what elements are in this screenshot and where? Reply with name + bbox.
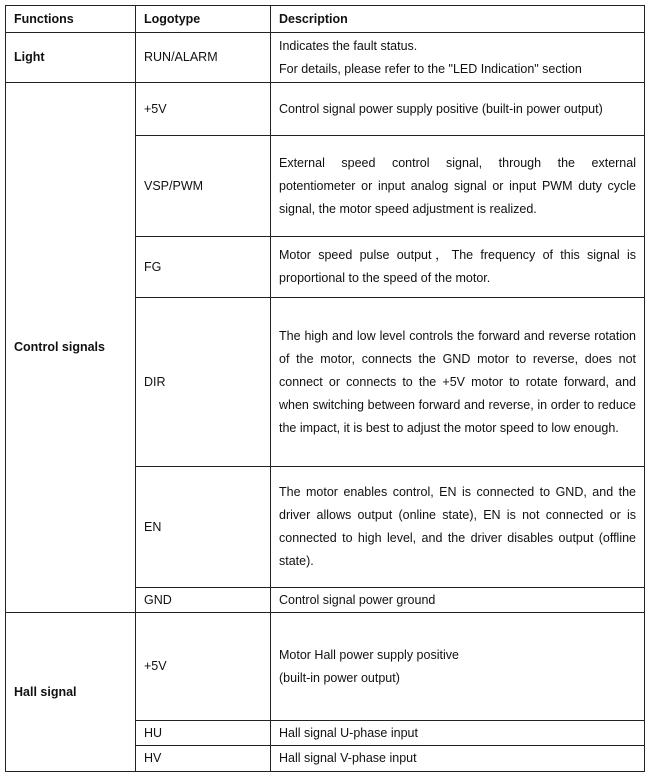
logotype-cell: VSP/PWM — [136, 136, 271, 237]
description-cell: The high and low level controls the forward and reverse rotation of the motor, connects the GND motor to reverse, does not connect or connects to the +5V motor to rotate forward, and when switching between forward and reverse, in order to reduce the impact, it is best to adjust the motor speed to low enough. — [271, 298, 645, 467]
description-line: Indicates the fault status. — [279, 38, 418, 53]
table-row — [6, 33, 645, 83]
description-cell: External speed control signal, through the external potentiometer or input analog signal or input PWM duty cycle signal, the motor speed adjustment is realized. — [271, 136, 645, 237]
function-light: Light — [6, 33, 136, 83]
description-cell: Hall signal V-phase input — [271, 746, 645, 772]
function-hall-signal: Hall signal — [6, 613, 136, 772]
logotype-cell: +5V — [136, 83, 271, 136]
description-cell: Control signal power ground — [271, 588, 645, 613]
description-cell: Hall signal U-phase input — [271, 721, 645, 746]
description-line: Motor Hall power supply positive — [279, 647, 459, 662]
logotype-cell: HV — [136, 746, 271, 772]
description-line: (built-in power output) — [279, 670, 400, 685]
header-logotype: Logotype — [136, 6, 271, 33]
signal-functions-table — [5, 5, 645, 772]
description-cell — [271, 33, 645, 83]
table-row — [6, 613, 645, 721]
description-cell: Control signal power supply positive (built-in power output) — [271, 83, 645, 136]
header-description: Description — [271, 6, 645, 33]
logotype-cell: GND — [136, 588, 271, 613]
description-line: For details, please refer to the "LED Indication" section — [279, 61, 582, 76]
description-cell: Motor speed pulse output，The frequency of this signal is proportional to the speed of the motor. — [271, 237, 645, 298]
logotype-cell: EN — [136, 467, 271, 588]
logotype-cell: HU — [136, 721, 271, 746]
logotype-cell: RUN/ALARM — [136, 33, 271, 83]
table-row — [6, 83, 645, 136]
logotype-cell: +5V — [136, 613, 271, 721]
logotype-cell: FG — [136, 237, 271, 298]
header-functions: Functions — [6, 6, 136, 33]
logotype-cell: DIR — [136, 298, 271, 467]
description-cell — [271, 613, 645, 721]
function-control-signals: Control signals — [6, 83, 136, 613]
header-row — [6, 6, 645, 33]
description-cell: The motor enables control, EN is connected to GND, and the driver allows output (online state), EN is not connected or is connected to high level, and the driver disables output (offline state). — [271, 467, 645, 588]
